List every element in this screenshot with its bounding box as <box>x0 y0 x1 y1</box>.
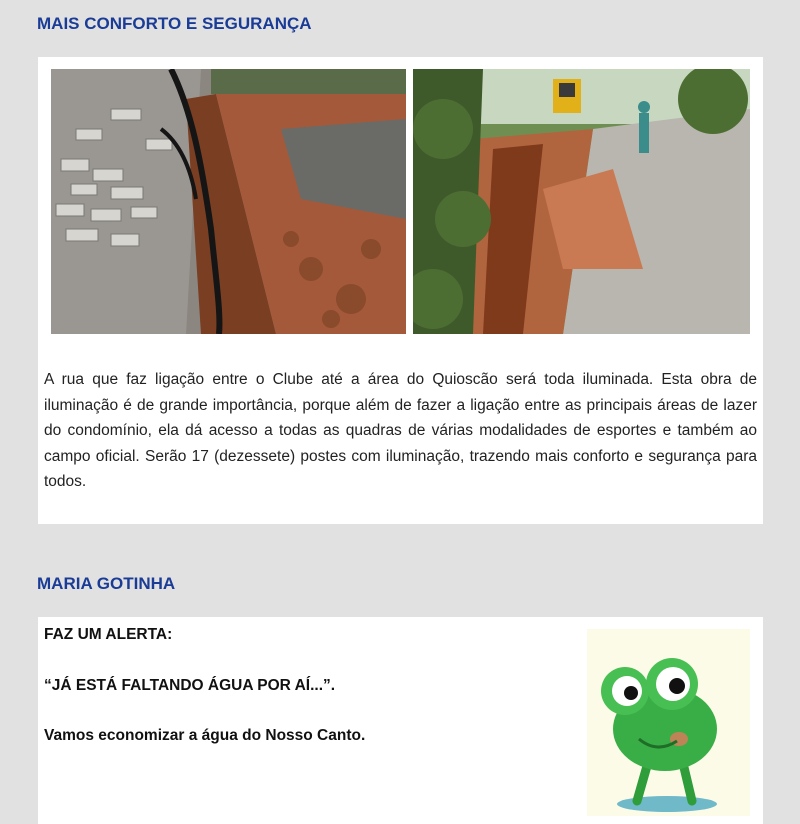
alert-quote: “JÁ ESTÁ FALTANDO ÁGUA POR AÍ...”. <box>44 677 336 694</box>
content-card-maria-gotinha <box>38 617 763 824</box>
trench-photo-right <box>413 69 750 334</box>
section-paragraph: A rua que faz ligação entre o Clube até a área do Quioscão será toda iluminada. Esta obra de iluminação é de grande importância, porque além de fazer a ligação entre as principais áreas de lazer do condomínio, ela dá acesso a todas as quadras de várias modalidades de esportes e também ao campo oficial. Serão 17 (dezessete) postes com iluminação, trazendo mais conforto e segurança para todos. <box>44 371 757 490</box>
frog-mascot-image <box>587 629 750 816</box>
content-card-conforto <box>38 57 763 524</box>
alert-message: Vamos economizar a água do Nosso Canto. <box>44 727 366 744</box>
section-title-maria-gotinha: MARIA GOTINHA <box>37 574 176 593</box>
alert-heading: FAZ UM ALERTA: <box>44 626 173 643</box>
trench-photo-left <box>51 69 406 334</box>
section-title-conforto: MAIS CONFORTO E SEGURANÇA <box>37 14 312 33</box>
